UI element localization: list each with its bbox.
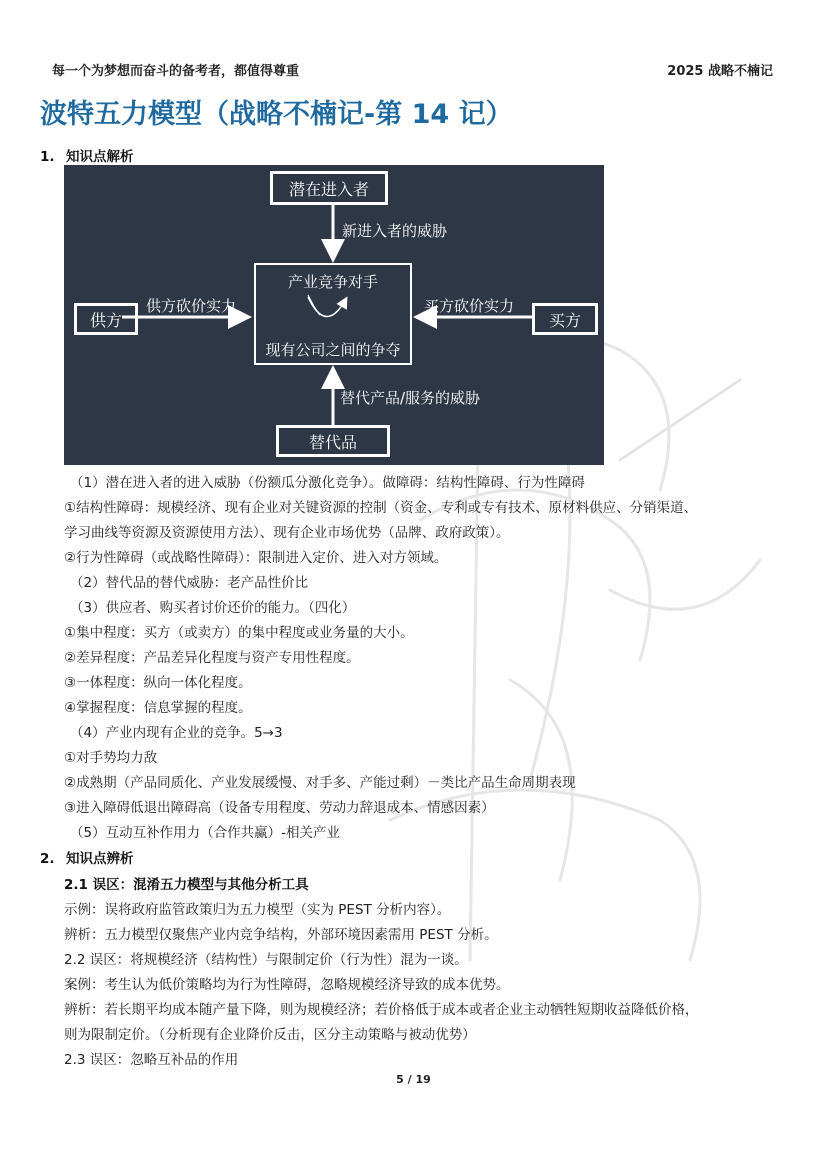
content-line: ②成熟期（产品同质化、产业发展缓慢、对手多、产能过剩）－类比产品生命周期表现 [64, 775, 576, 791]
five-forces-diagram [64, 165, 604, 465]
potential-entrants-label: 潜在进入者 [288, 179, 369, 199]
content-line: ④掌握程度：信息掌握的程度。 [64, 700, 252, 716]
buyer-power-label: 买方砍价实力 [424, 297, 515, 315]
content-line: 则为限制定价。（分析现有企业降价反击，区分主动策略与被动优势） [64, 1027, 476, 1043]
content-line: ③进入障碍低退出障碍高（设备专用程度、劳动力辞退成本、情感因素） [64, 800, 495, 816]
content-line: （4）产业内现有企业的竞争。5→3 [70, 725, 283, 741]
header-left-text: 每一个为梦想而奋斗的备考者，都值得尊重 [52, 64, 300, 79]
content-line: （3）供应者、购买者讨价还价的能力。（四化） [70, 600, 356, 616]
section-2-heading [40, 847, 134, 867]
content-line: ①对手势均力敌 [64, 750, 158, 766]
buyers-box [532, 303, 598, 335]
section-1-number: 1. [40, 149, 55, 165]
content-line: ①集中程度：买方（或卖方）的集中程度或业务量的大小。 [64, 625, 414, 641]
content-line: ②行为性障碍（或战略性障碍）：限制进入定价、进入对方领域。 [64, 550, 448, 566]
content-line: ③一体程度：纵向一体化程度。 [64, 675, 252, 691]
content-line: 2.2 误区：将规模经济（结构性）与限制定价（行为性）混为一谈。 [64, 952, 468, 968]
content-line: ②差异程度：产品差异化程度与资产专用性程度。 [64, 650, 360, 666]
substitutes-box [276, 425, 390, 457]
section-1-heading [40, 145, 134, 165]
industry-rivals-label: 产业竞争对手 [287, 273, 378, 291]
content-line: （2）替代品的替代威胁：老产品性价比 [70, 575, 309, 591]
content-line: ①结构性障碍：规模经济、现有企业对关键资源的控制（资金、专利或专有技术、原材料供应、分销渠道、 [64, 500, 698, 516]
industry-rivals-box [254, 263, 412, 365]
section-1-title: 知识点解析 [66, 149, 134, 165]
rivalry-label: 现有公司之间的争夺 [265, 341, 401, 359]
substitutes-threat-label: 替代产品/服务的威胁 [340, 389, 481, 407]
page-number: 5 / 19 [396, 1073, 431, 1086]
content-line: 学习曲线等资源及资源使用方法）、现有企业市场优势（品牌、政府政策）。 [64, 525, 510, 541]
content-line: 案例：考生认为低价策略均为行为性障碍，忽略规模经济导致的成本优势。 [64, 977, 510, 993]
subsection-heading: 2.1 误区：混淆五力模型与其他分析工具 [64, 877, 309, 893]
substitutes-label: 替代品 [308, 432, 357, 452]
section-2-number: 2. [40, 851, 55, 867]
header-right-text: 2025 战略不楠记 [667, 64, 773, 79]
potential-entrants-box [270, 171, 388, 205]
new-entrants-threat-label: 新进入者的威胁 [342, 222, 448, 240]
buyers-label: 买方 [548, 310, 581, 330]
content-line: （1）潜在进入者的进入威胁（份额瓜分激化竞争）。做障碍：结构性障碍、行为性障碍 [70, 475, 585, 491]
suppliers-label: 供方 [89, 310, 122, 330]
content-line: 辨析：若长期平均成本随产量下降，则为规模经济；若价格低于成本或者企业主动牺牲短期收益降低价格， [64, 1002, 699, 1018]
page-title: 波特五力模型（战略不楠记-第 14 记） [40, 99, 513, 130]
content-line: 辨析：五力模型仅聚焦产业内竞争结构，外部环境因素需用 PEST 分析。 [64, 927, 498, 943]
content-line: 示例：误将政府监管政策归为五力模型（实为 PEST 分析内容）。 [64, 902, 451, 918]
content-line: 2.3 误区：忽略互补品的作用 [64, 1052, 239, 1068]
content-line: （5）互动互补作用力（合作共赢）-相关产业 [70, 825, 340, 841]
supplier-power-label: 供方砍价实力 [146, 297, 237, 315]
section-2-title: 知识点辨析 [66, 851, 134, 867]
suppliers-box [74, 303, 138, 335]
